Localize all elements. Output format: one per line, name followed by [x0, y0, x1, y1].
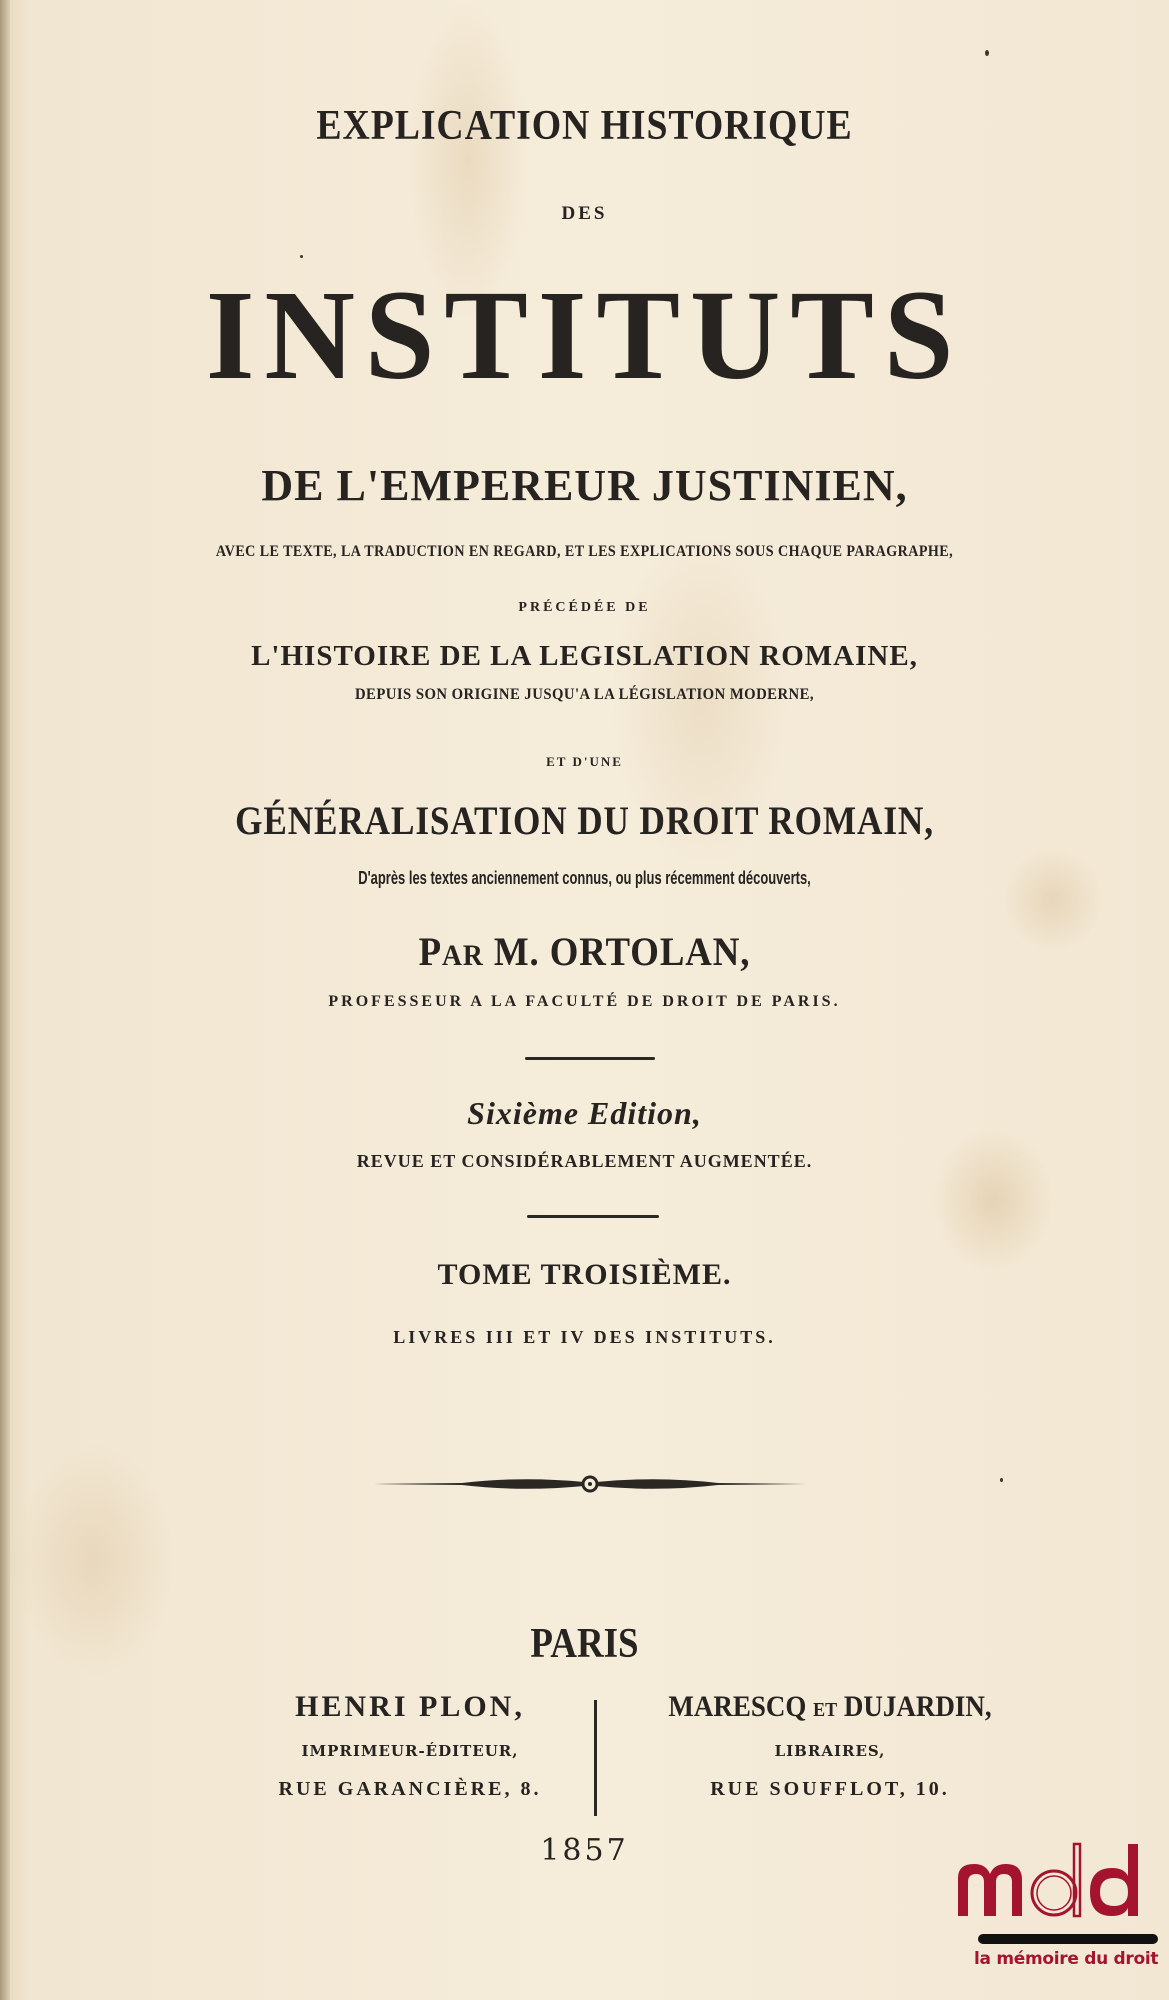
divider-rule — [527, 1215, 659, 1218]
generalisation-title: GÉNÉRALISATION DU DROIT ROMAIN, — [235, 798, 934, 843]
publisher-left-role: IMPRIMEUR-ÉDITEUR, — [301, 1742, 519, 1760]
ornamental-divider-icon — [372, 1472, 808, 1496]
publisher-right-address: RUE SOUFFLOT, 10. — [710, 1778, 950, 1800]
history-title: L'HISTOIRE DE LA LEGISLATION ROMAINE, — [251, 640, 918, 672]
edition-note: REVUE ET CONSIDÉRABLEMENT AUGMENTÉE. — [356, 1151, 813, 1171]
publisher-right-name-b: DUJARDIN, — [843, 1690, 992, 1723]
mdd-watermark-logo — [952, 1838, 1159, 1978]
volume-contents: LIVRES III ET IV DES INSTITUTS. — [393, 1327, 776, 1347]
subtitle: DE L'EMPEREUR JUSTINIEN, — [261, 461, 908, 510]
paper-speck — [985, 50, 989, 56]
author-prefix-p: P — [418, 929, 443, 974]
logo-bar — [978, 1934, 1158, 1944]
des-line: DES — [561, 203, 608, 224]
publisher-right-role: LIBRAIRES, — [774, 1742, 886, 1760]
divider-rule — [525, 1057, 655, 1060]
publisher-left-address: RUE GARANCIÈRE, 8. — [278, 1778, 542, 1800]
paper-speck — [300, 255, 303, 258]
with-text-line: AVEC LE TEXTE, LA TRADUCTION EN REGARD, ET LES EXPLICATIONS SOUS CHAQUE PARAGRAPHE, — [215, 543, 954, 560]
edition-line: Sixième Edition, — [467, 1095, 702, 1131]
publisher-right-et: ET — [813, 1699, 838, 1721]
logo-tagline: la mémoire du droit — [974, 1949, 1159, 1969]
volume-title: TOME TROISIÈME. — [437, 1258, 732, 1291]
publication-year: 1857 — [540, 1833, 629, 1868]
paper-speck — [1000, 1478, 1003, 1482]
publisher-left — [230, 1690, 590, 1801]
publisher-right — [620, 1690, 1040, 1801]
and-one: ET D'UNE — [546, 754, 623, 769]
author-role: PROFESSEUR A LA FACULTÉ DE DROIT DE PARIS. — [328, 993, 841, 1010]
history-subtitle: DEPUIS SON ORIGINE JUSQU'A LA LÉGISLATION MODERNE, — [354, 686, 815, 703]
author-prefix-ar: AR — [442, 939, 484, 972]
publisher-left-name: HENRI PLON, — [295, 1690, 525, 1723]
main-title: INSTITUTS — [205, 264, 964, 406]
author-line — [47, 928, 1122, 975]
according-to-line: D'après les textes anciennement connus, ou plus récemment découverts, — [358, 868, 811, 888]
mdd-logo-icon — [952, 1838, 1152, 1918]
pre-title: EXPLICATION HISTORIQUE — [316, 103, 853, 149]
author-name: M. ORTOLAN, — [493, 929, 751, 974]
publisher-right-name-a: MARESCQ — [668, 1690, 807, 1723]
imprint-separator — [594, 1700, 597, 1816]
imprint-city: PARIS — [530, 1621, 639, 1667]
publisher-right-name — [641, 1690, 1019, 1724]
preceded-by: PRÉCÉDÉE DE — [518, 600, 651, 615]
